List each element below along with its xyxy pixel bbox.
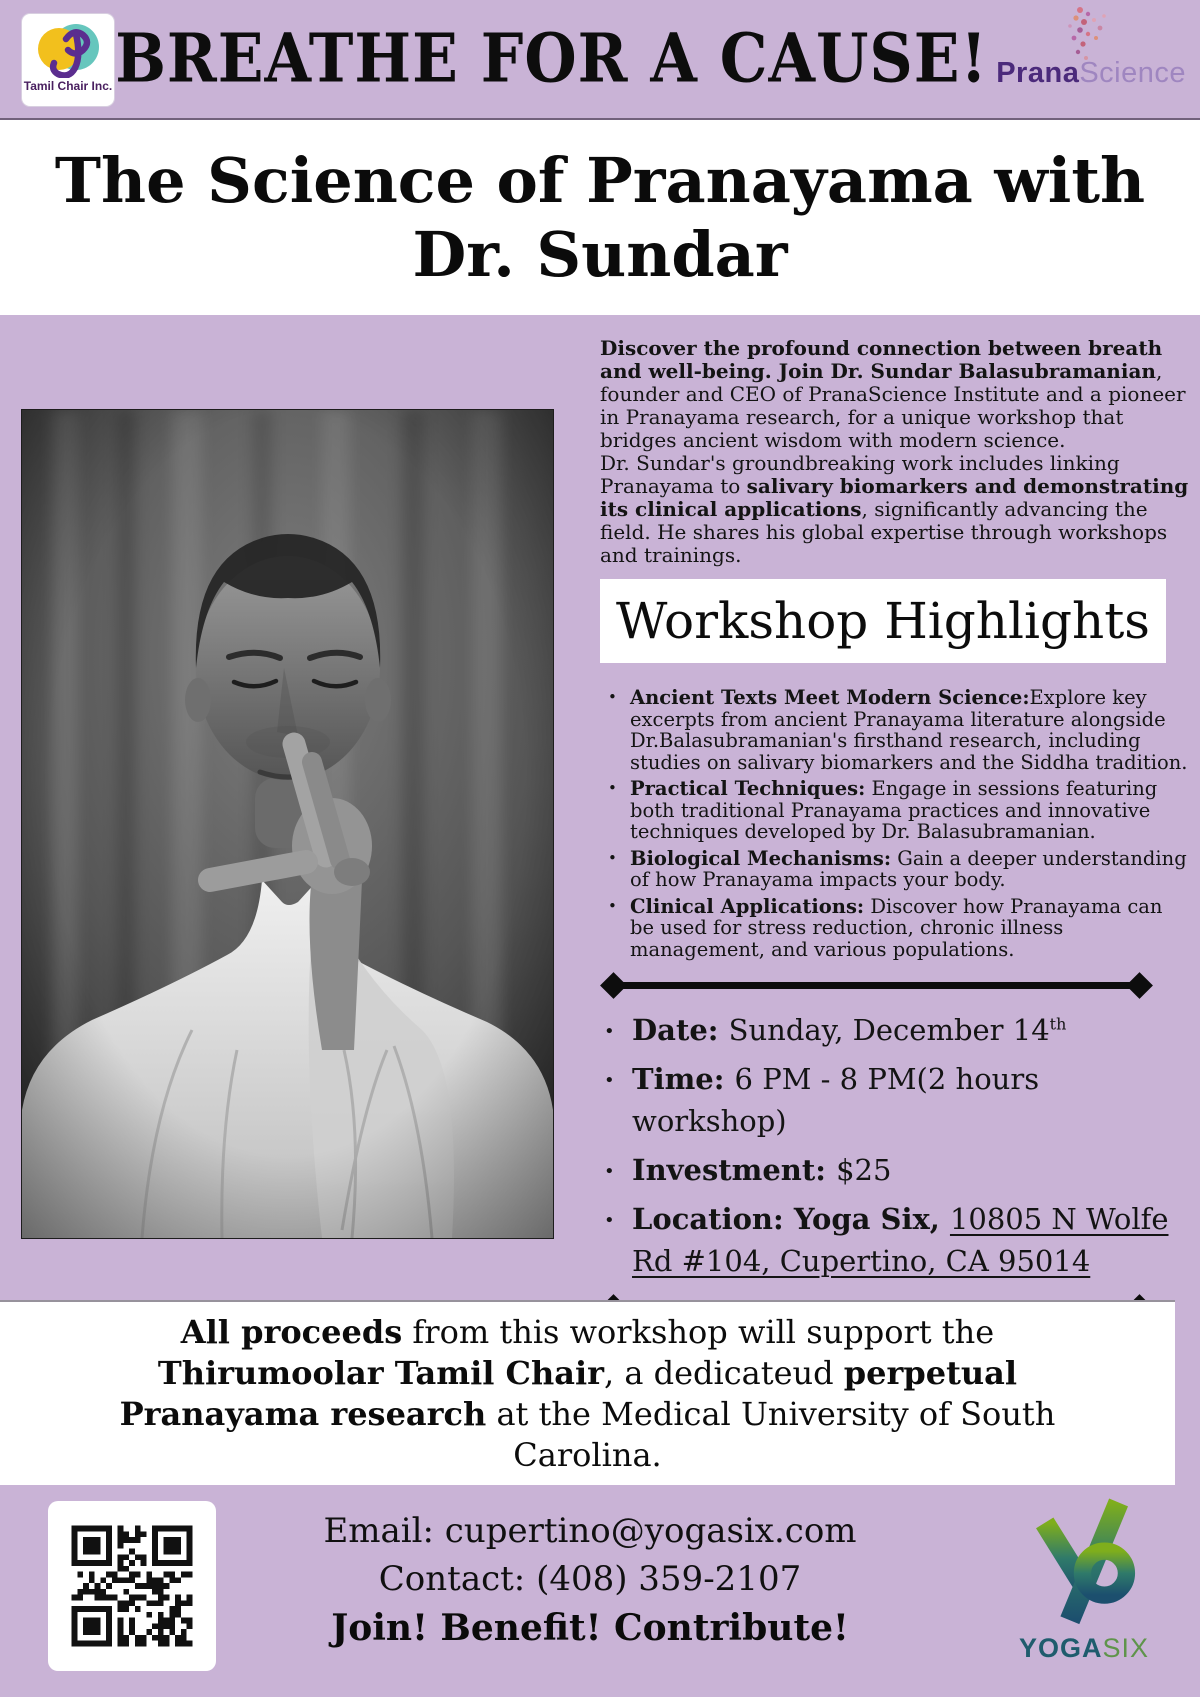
email-text: Email: cupertino@yogasix.com bbox=[323, 1511, 857, 1551]
hero-title-band bbox=[0, 120, 1200, 315]
highlights-list bbox=[598, 687, 1190, 960]
proceeds-band bbox=[0, 1300, 1175, 1487]
intro-paragraph: Discover the profound connection between breath and well-being. Join Dr. Sundar Balasubramanian, founder and CEO of PranaScience Institute and a pioneer in Pranayama research, for a unique workshop that bridges ancient wisdom with modern science. Dr. Sundar's groundbreaking work includes linking Pranayama to salivary biomarkers and demonstrating its clinical applications, significantly advancing the field. He shares his global expertise through workshops and trainings. bbox=[600, 336, 1189, 567]
event-detail-item: • Date: Sunday, December 14th bbox=[598, 1009, 1190, 1051]
top-banner bbox=[0, 0, 1200, 120]
yoga-word: YOGA bbox=[1018, 1633, 1103, 1663]
tamil-chair-label: Tamil Chair Inc. bbox=[23, 79, 113, 93]
divider-diamond-icon bbox=[600, 972, 627, 999]
workshop-highlights-band bbox=[600, 579, 1166, 663]
science-word: Science bbox=[1079, 57, 1186, 89]
contact-text: Contact: (408) 359-2107 bbox=[378, 1559, 802, 1599]
prana-word: Prana bbox=[996, 57, 1080, 89]
right-column bbox=[598, 315, 1190, 1317]
highlight-item: • Biological Mechanisms: Gain a deeper understanding of how Pranayama impacts your body. bbox=[600, 848, 1190, 891]
event-details-list bbox=[598, 1009, 1190, 1282]
yogasix-wordmark bbox=[994, 1633, 1174, 1664]
event-detail-item: • Investment: $25 bbox=[598, 1149, 1190, 1191]
yogasix-logo bbox=[994, 1493, 1174, 1664]
proceeds-statement: All proceeds from this workshop will support the Thirumoolar Tamil Chair, a dedicateud perpetual Pranayama research at the Medical University of South Carolina. bbox=[119, 1312, 1056, 1474]
pranascience-wordmark bbox=[996, 57, 1186, 90]
tamil-chair-logo-icon bbox=[36, 20, 100, 78]
section-divider-top bbox=[604, 976, 1149, 995]
page-title-line1: The Science of Pranayama with bbox=[54, 143, 1146, 217]
pranascience-logo bbox=[977, 0, 1192, 118]
cta-text: Join! Benefit! Contribute! bbox=[331, 1607, 849, 1649]
footer-section bbox=[0, 1485, 1200, 1697]
workshop-highlights-title: Workshop Highlights bbox=[616, 592, 1150, 650]
highlight-item: • Clinical Applications: Discover how Pranayama can be used for stress reduction, chronic illness management, and various populations. bbox=[600, 896, 1190, 961]
divider-diamond-icon bbox=[1126, 972, 1153, 999]
pranayama-portrait-photo bbox=[22, 410, 553, 1238]
qr-code-icon bbox=[66, 1520, 198, 1652]
event-detail-item: • Time: 6 PM - 8 PM(2 hours workshop) bbox=[598, 1058, 1190, 1142]
highlight-item: • Ancient Texts Meet Modern Science:Explore key excerpts from ancient Pranayama literature alongside Dr.Balasubramanian's firsthand research, including studies on salivary biomarkers and the Siddha tradition. bbox=[600, 687, 1190, 773]
event-detail-item: • Location: Yoga Six, 10805 N Wolfe Rd #104, Cupertino, CA 95014 bbox=[598, 1198, 1190, 1282]
highlight-item: • Practical Techniques: Engage in sessions featuring both traditional Pranayama practices and innovative techniques developed by Dr. Balasubramanian. bbox=[600, 778, 1190, 843]
divider-line bbox=[617, 982, 1136, 989]
main-section bbox=[0, 315, 1200, 1300]
page-title-line2: Dr. Sundar bbox=[412, 217, 788, 291]
tamil-chair-logo bbox=[22, 14, 114, 106]
six-word: SIX bbox=[1102, 1633, 1150, 1663]
qr-code bbox=[48, 1501, 216, 1671]
yogasix-monogram-icon bbox=[1021, 1493, 1147, 1625]
banner-title: BREATHE FOR A CAUSE! bbox=[115, 19, 988, 99]
contact-block bbox=[235, 1507, 945, 1653]
